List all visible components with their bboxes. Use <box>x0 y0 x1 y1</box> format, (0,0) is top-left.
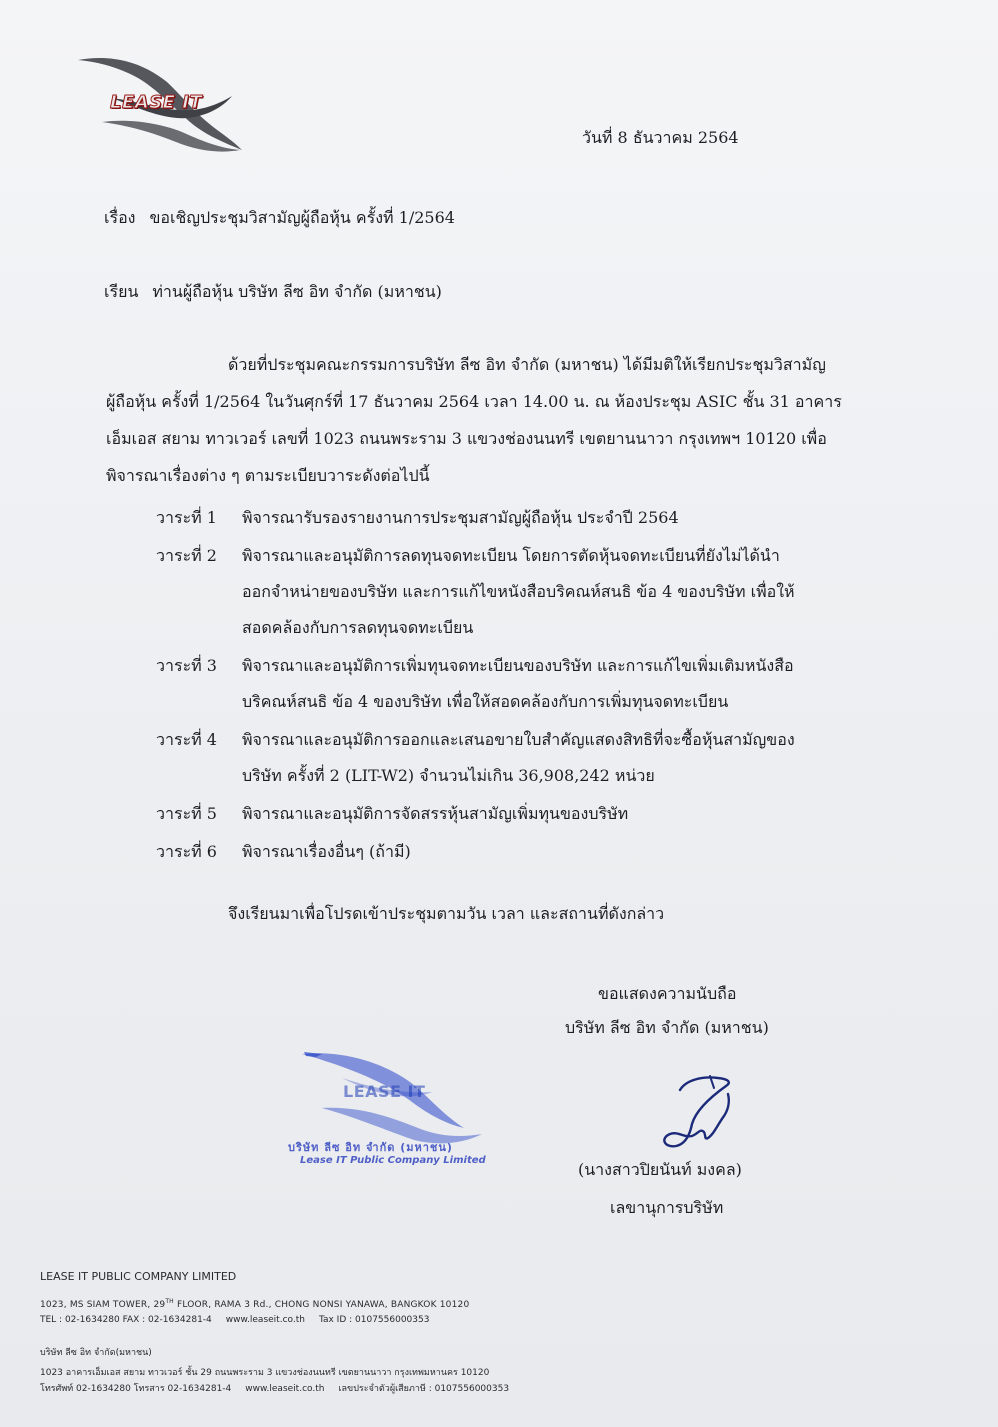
agenda-text-line: บริคณห์สนธิ ข้อ 4 ของบริษัท เพื่อให้สอดคล้องกับการเพิ่มทุนจดทะเบียน <box>242 692 729 711</box>
footer-address-en-part: FLOOR, RAMA 3 Rd., CHONG NONSI YANAWA, BANGKOK 10120 <box>173 1300 470 1310</box>
regards-text: ขอแสดงความนับถือ <box>598 984 737 1003</box>
agenda-text-line: พิจารณาและอนุมัติการจัดสรรหุ้นสามัญเพิ่มทุนของบริษัท <box>242 804 629 823</box>
subject-label: เรื่อง <box>104 208 136 227</box>
footer-tel-en: TEL : 02-1634280 FAX : 02-1634281-4 <box>40 1315 212 1325</box>
intro-line: พิจารณาเรื่องต่าง ๆ ตามระเบียบวาระดังต่อไปนี้ <box>106 466 430 485</box>
agenda-text-line: ออกจำหน่ายของบริษัท และการแก้ไขหนังสือบริคณห์สนธิ ข้อ 4 ของบริษัท เพื่อให้ <box>242 582 795 601</box>
footer-address-en-part: 1023, MS SIAM TOWER, 29 <box>40 1300 166 1310</box>
agenda-item <box>156 834 886 870</box>
footer-contact-th <box>40 1381 509 1395</box>
agenda-text <box>242 796 886 832</box>
subject-line <box>104 206 455 231</box>
intro-line: ด้วยที่ประชุมคณะกรรมการบริษัท ลีซ อิท จำกัด (มหาชน) ได้มีมติให้เรียกประชุมวิสามัญ <box>228 355 826 374</box>
footer-tax-en: Tax ID : 0107556000353 <box>318 1315 430 1325</box>
agenda-text <box>242 834 886 870</box>
seal-thai-name: บริษัท ลีซ อิท จำกัด (มหาชน) <box>288 1141 453 1154</box>
agenda-item <box>156 538 886 646</box>
intro-paragraph <box>106 346 882 494</box>
agenda-text-line: พิจารณารับรองรายงานการประชุมสามัญผู้ถือหุ้น ประจำปี 2564 <box>242 508 679 527</box>
agenda-text-line: สอดคล้องกับการลดทุนจดทะเบียน <box>242 618 474 637</box>
subject-text: ขอเชิญประชุมวิสามัญผู้ถือหุ้น ครั้งที่ 1/2564 <box>149 208 455 227</box>
signing-company: บริษัท ลีซ อิท จำกัด (มหาชน) <box>565 1018 769 1037</box>
seal-brand: LEASE IT <box>343 1082 426 1101</box>
attention-line <box>104 280 442 305</box>
footer-web-en: www.leaseit.co.th <box>225 1315 305 1325</box>
footer-tax-th: เลขประจำตัวผู้เสียภาษี : 0107556000353 <box>338 1384 510 1394</box>
agenda-text-line: พิจารณาและอนุมัติการออกและเสนอขายใบสำคัญแสดงสิทธิที่จะซื้อหุ้นสามัญของ <box>242 730 795 749</box>
footer-tel-th: โทรศัพท์ 02-1634280 โทรสาร 02-1634281-4 <box>40 1384 232 1394</box>
agenda-item <box>156 648 886 720</box>
footer-address-en <box>40 1298 469 1310</box>
intro-line: เอ็มเอส สยาม ทาวเวอร์ เลขที่ 1023 ถนนพระราม 3 แขวงช่องนนทรี เขตยานนาวา กรุงเทพฯ 10120 เพื่อ <box>106 429 827 448</box>
attention-label: เรียน <box>104 282 139 301</box>
signer-title: เลขานุการบริษัท <box>610 1198 724 1217</box>
agenda-text-line: พิจารณาและอนุมัติการลดทุนจดทะเบียน โดยการตัดหุ้นจดทะเบียนที่ยังไม่ได้นำ <box>242 546 780 565</box>
agenda-number: วาระที่ 2 <box>156 546 217 565</box>
intro-line: ผู้ถือหุ้น ครั้งที่ 1/2564 ในวันศุกร์ที่ 17 ธันวาคม 2564 เวลา 14.00 น. ณ ห้องประชุม ASIC ชั้น 31 อาคาร <box>106 392 842 411</box>
agenda-text <box>242 500 886 536</box>
letter-date: วันที่ 8 ธันวาคม 2564 <box>582 128 739 147</box>
logo-wordmark: LEASE IT <box>110 92 203 113</box>
agenda-text-line: บริษัท ครั้งที่ 2 (LIT-W2) จำนวนไม่เกิน 36,908,242 หน่วย <box>242 766 655 785</box>
footer-contact-en <box>40 1315 429 1325</box>
agenda-number: วาระที่ 1 <box>156 508 217 527</box>
agenda-number: วาระที่ 6 <box>156 842 217 861</box>
signer-name: (นางสาวปิยนันท์ มงคล) <box>578 1160 742 1179</box>
agenda-item <box>156 796 886 832</box>
agenda-item <box>156 722 886 794</box>
closing-sentence: จึงเรียนมาเพื่อโปรดเข้าประชุมตามวัน เวลา และสถานที่ดังกล่าว <box>228 904 665 923</box>
agenda-number: วาระที่ 3 <box>156 656 217 675</box>
footer-address-th: 1023 อาคารเอ็มเอส สยาม ทาวเวอร์ ชั้น 29 ถนนพระราม 3 แขวงช่องนนทรี เขตยานนาวา กรุงเทพมหานคร 10120 <box>40 1368 490 1378</box>
agenda-item <box>156 500 886 536</box>
agenda-text <box>242 538 886 646</box>
footer-web-th: www.leaseit.co.th <box>245 1384 325 1394</box>
agenda-number: วาระที่ 5 <box>156 804 217 823</box>
footer-company-en: LEASE IT PUBLIC COMPANY LIMITED <box>40 1270 237 1283</box>
attention-text: ท่านผู้ถือหุ้น บริษัท ลีซ อิท จำกัด (มหาชน) <box>152 282 442 301</box>
agenda-list <box>156 500 886 872</box>
agenda-text <box>242 648 886 720</box>
agenda-text <box>242 722 886 794</box>
seal-english-name: Lease IT Public Company Limited <box>300 1155 486 1166</box>
handwritten-signature <box>640 1062 750 1157</box>
agenda-text-line: พิจารณาและอนุมัติการเพิ่มทุนจดทะเบียนของบริษัท และการแก้ไขเพิ่มเติมหนังสือ <box>242 656 794 675</box>
footer-company-th: บริษัท ลีซ อิท จำกัด(มหาชน) <box>40 1348 152 1358</box>
agenda-number: วาระที่ 4 <box>156 730 217 749</box>
agenda-text-line: พิจารณาเรื่องอื่นๆ (ถ้ามี) <box>242 842 411 861</box>
footer-address-en-sup: TH <box>165 1298 174 1305</box>
